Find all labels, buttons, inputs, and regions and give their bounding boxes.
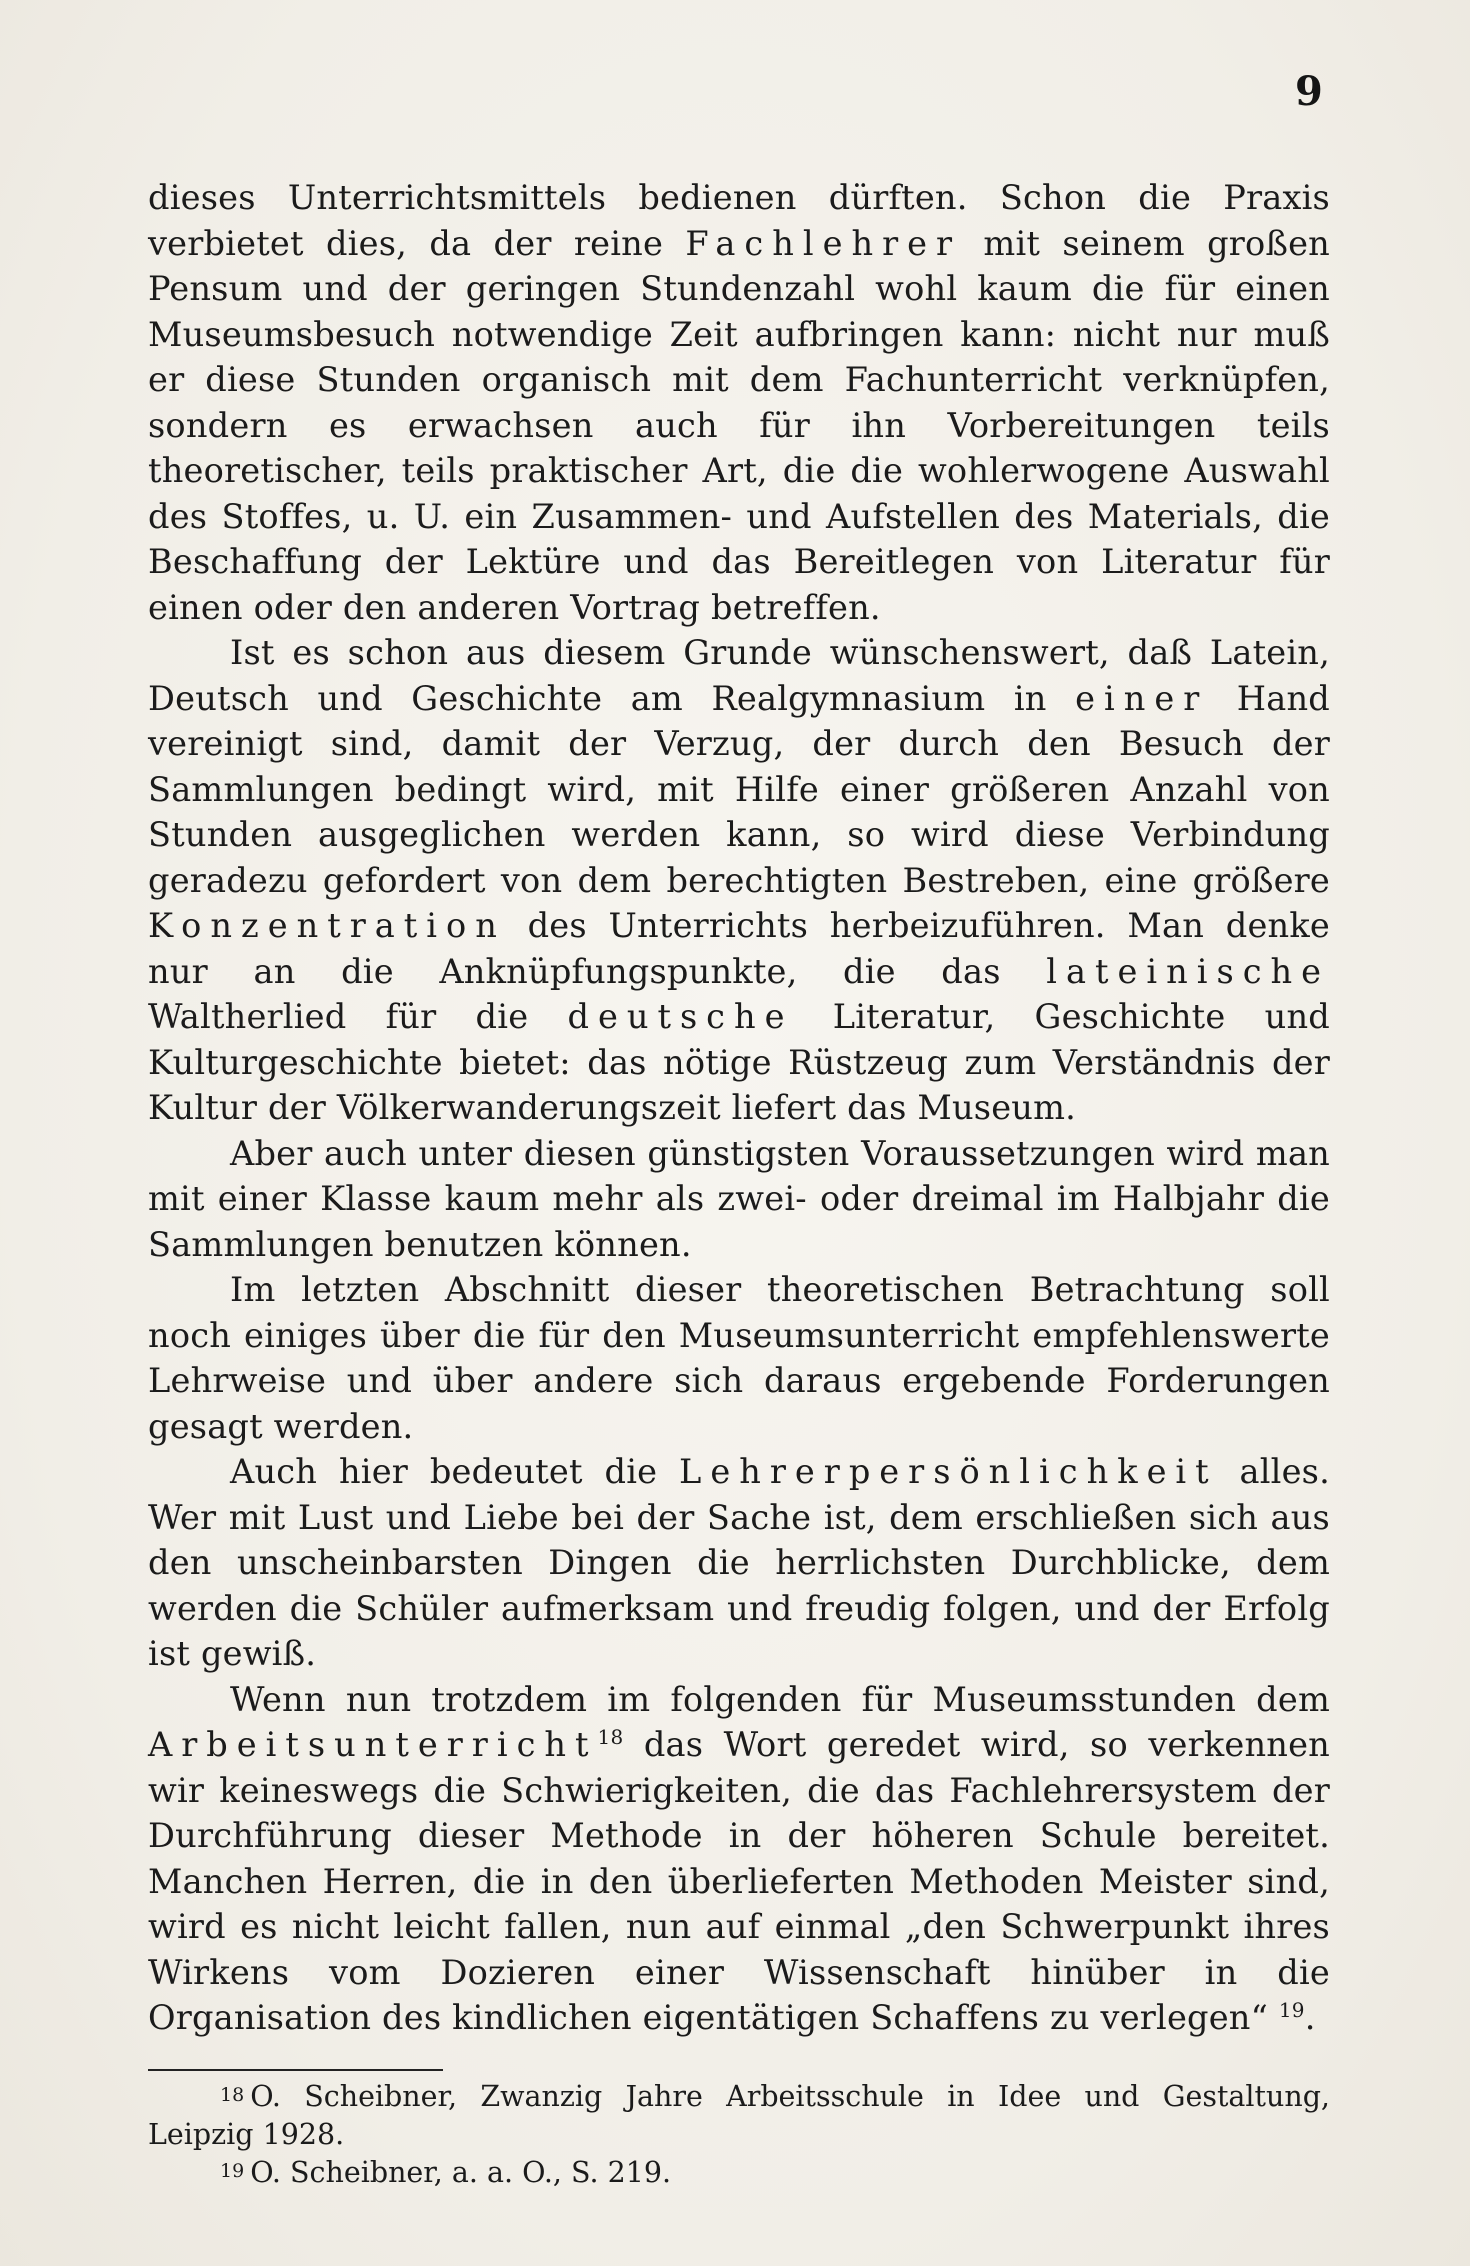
footnote-reference: 19 — [1278, 1997, 1305, 2022]
text-run: Ist es schon aus diesem Grunde wünschenswert, daß Latein, Deutsch und Geschichte am Realgymnasium in — [148, 633, 1330, 718]
footnote-reference: 18 — [597, 1724, 624, 1749]
text-run: alles. Wer mit Lust und Liebe bei der Sache ist, dem erschließen sich aus den unscheinbarsten Dingen die herrlichsten Durchblicke, dem werden die Schüler aufmerksam und freudig folgen, und der Erfolg ist gewiß. — [148, 1452, 1330, 1673]
footnote-19 — [148, 2154, 1330, 2192]
emphasized-text: einer — [1075, 678, 1209, 718]
footnote-mark: 18 — [220, 2084, 245, 2106]
footnotes — [148, 2078, 1330, 2192]
emphasized-text: Konzentration — [148, 906, 506, 945]
emphasized-text: Arbeitsunterricht — [148, 1725, 598, 1764]
emphasized-text: Lehrerpersönlichkeit — [679, 1452, 1218, 1491]
emphasized-text: deutsche — [567, 997, 794, 1036]
footnote-18 — [148, 2078, 1330, 2154]
text-run: Literatur, Geschichte und Kulturgeschichte bietet: das nötige Rüstzeug zum Verständnis der Kultur der Völkerwanderungszeit liefert das Museum. — [148, 997, 1330, 1127]
text-run: Hand vereinigt sind, damit der Verzug, der durch den Besuch der Sammlungen bedingt wird, mit Hilfe einer größeren Anzahl von Stunden ausgeglichen werden kann, so wird diese Verbindung geradezu gefordert von dem berechtigten Bestreben, eine größere — [148, 678, 1330, 900]
footnote-text: O. Scheibner, Zwanzig Jahre Arbeitsschule in Idee und Gestaltung, Leipzig 1928. — [148, 2080, 1330, 2151]
paragraph — [148, 1677, 1330, 2041]
text-run: Im letzten Abschnitt dieser theoretischen Betrachtung soll noch einiges über die für den Museumsunterricht empfehlenswerte Lehrweise und über andere sich daraus ergebende Forderungen gesagt werden. — [148, 1270, 1330, 1446]
text-run: des Unterrichts herbeizuführen. Man denke nur an die Anknüpfungspunkte, die das — [148, 906, 1330, 991]
footnote-separator — [148, 2069, 443, 2071]
body-text — [148, 175, 1330, 2041]
paragraph — [148, 1267, 1330, 1449]
text-run: das Wort geredet wird, so verkennen wir keineswegs die Schwierigkeiten, die das Fachlehrersystem der Durchführung dieser Methode in der höheren Schule bereitet. Manchen Herren, die in den überlieferten Methoden Meister sind, wird es nicht leicht fallen, nun auf einmal „den Schwerpunkt ihres Wirkens vom Dozieren einer Wissenschaft hinüber in die Organisation des kindlichen eigentätigen Schaffens zu verlegen“ — [148, 1725, 1330, 2037]
text-run: mit seinem großen Pensum und der geringen Stundenzahl wohl kaum die für einen Museumsbesuch notwendige Zeit aufbringen kann: nicht nur muß er diese Stunden organisch mit dem Fachunterricht verknüpfen, sondern es erwachsen auch für ihn Vorbereitungen teils theoretischer, teils praktischer Art, die die wohlerwogene Auswahl des Stoffes, u. U. ein Zusammen- und Aufstellen des Materials, die Beschaffung der Lektüre und das Bereitlegen von Literatur für einen oder den anderen Vortrag betreffen. — [148, 223, 1330, 627]
paragraph — [148, 1449, 1330, 1677]
paragraph — [148, 175, 1330, 630]
footnote-mark: 19 — [220, 2160, 245, 2182]
text-run: Waltherlied für die — [148, 997, 568, 1036]
text-run: dieses Unterrichtsmittels bedienen dürften. Schon die Praxis verbietet dies, da der reine — [148, 178, 1330, 263]
emphasized-text: lateinische — [1046, 951, 1330, 991]
paragraph — [148, 630, 1330, 1131]
text-run: Aber auch unter diesen günstigsten Voraussetzungen wird man mit einer Klasse kaum mehr als zwei- oder dreimal im Halbjahr die Sammlungen benutzen können. — [148, 1133, 1330, 1264]
text-run: . — [1304, 1998, 1316, 2037]
emphasized-text: Fachlehrer — [685, 223, 962, 263]
paragraph — [148, 1131, 1330, 1268]
text-run: Wenn nun trotzdem im folgenden für Museumsstunden dem — [230, 1679, 1330, 1719]
text-run: Auch hier bedeutet die — [230, 1452, 680, 1491]
page-number: 9 — [1295, 68, 1323, 115]
footnote-text: O. Scheibner, a. a. O., S. 219. — [250, 2156, 672, 2189]
